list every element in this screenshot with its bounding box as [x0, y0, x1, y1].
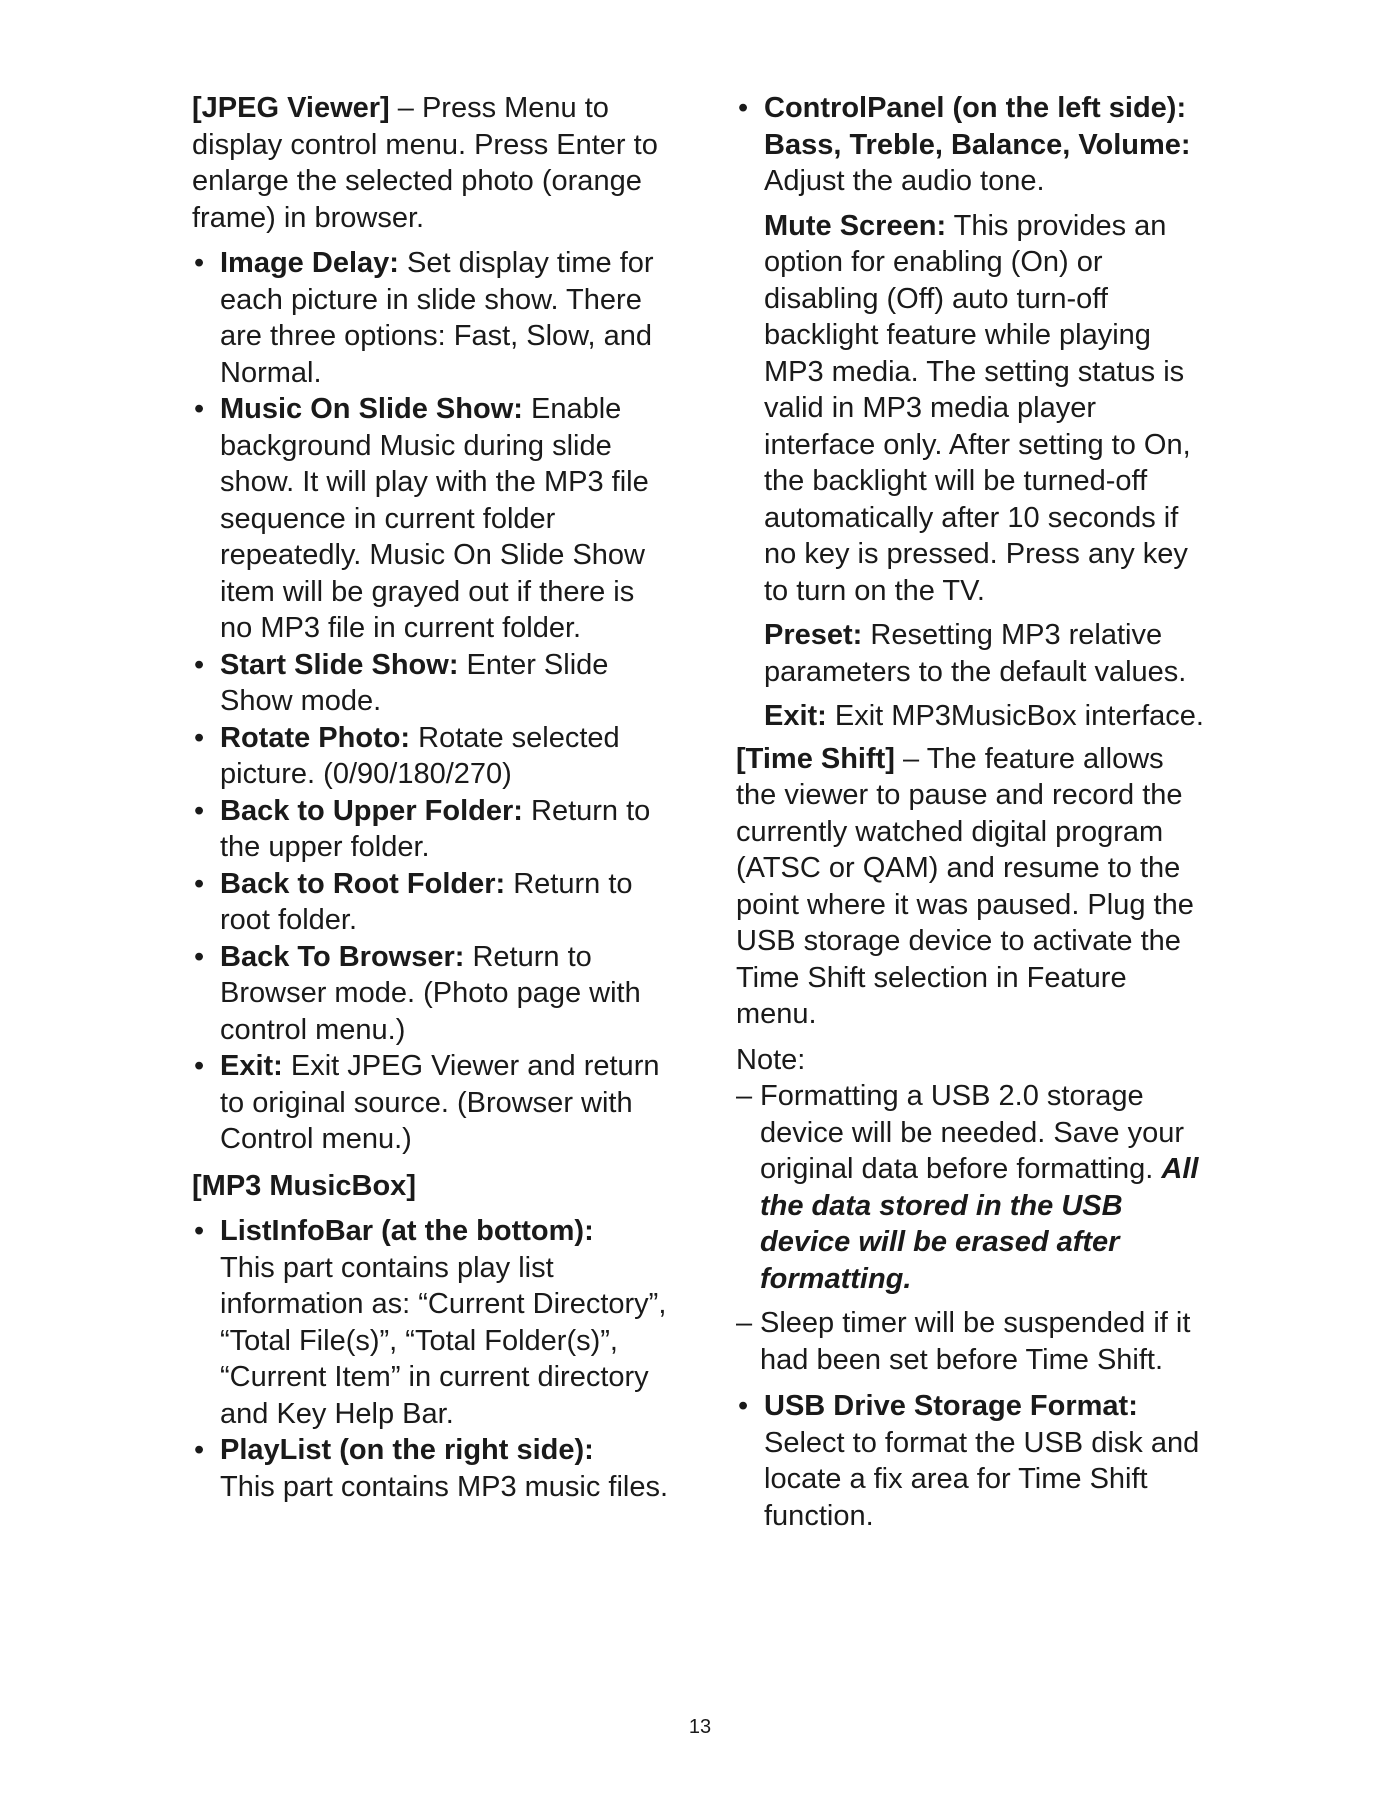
- item-label: Exit:: [764, 700, 827, 732]
- item-label: ListInfoBar (at the bottom):: [220, 1215, 594, 1247]
- item-label: PlayList (on the right side):: [220, 1434, 594, 1466]
- item-text: Return to the upper folder.: [220, 794, 651, 863]
- item-label: Back to Upper Folder:: [220, 794, 523, 827]
- list-item: [192, 245, 670, 391]
- item-label: Back To Browser:: [220, 940, 465, 973]
- item-text: Exit JPEG Viewer and return to original source. (Browser with Control menu.): [220, 1050, 660, 1155]
- time-shift-title: [Time Shift]: [736, 742, 895, 775]
- item-text: This part contains MP3 music files.: [220, 1470, 669, 1503]
- item-text: Select to format the USB disk and locate a fix area for Time Shift function.: [764, 1426, 1200, 1532]
- item-text: This part contains play list information as: “Current Directory”, “Total File(s)”, “Total Folder(s)”, “Current Item” in current directory and Key Help Bar.: [220, 1251, 667, 1430]
- item-text: Set display time for each picture in slide show. There are three options: Fast, Slow, and Normal.: [220, 247, 654, 389]
- item-text: Resetting MP3 relative parameters to the default values.: [764, 619, 1187, 688]
- item-text: Enter Slide Show mode.: [220, 648, 609, 717]
- list-item: [192, 1432, 670, 1505]
- item-text: Adjust the audio tone.: [764, 165, 1045, 197]
- note-label: Note:: [736, 1043, 806, 1076]
- item-text: This provides an option for enabling (On) or disabling (Off) auto turn-off backlight feature while playing MP3 media. The setting status is valid in MP3 media player interface only. After setting to On, the backlight will be turned-off automatically after 10 seconds if no key is pressed. Press any key to turn on the TV.: [764, 209, 1191, 607]
- note-text: Formatting a USB 2.0 storage device will be needed. Save your original data before formatting.: [760, 1080, 1184, 1185]
- jpeg-options-list: [192, 245, 670, 1158]
- note-warning: All the data stored in the USB device will be erased after formatting.: [760, 1153, 1199, 1295]
- list-item: [192, 1213, 670, 1432]
- mp3-musicbox-title: [MP3 MusicBox]: [192, 1169, 416, 1202]
- jpeg-viewer-text: – Press Menu to display control menu. Press Enter to enlarge the selected photo (orange frame) in browser.: [192, 92, 658, 234]
- item-text: Enable background Music during slide show. It will play with the MP3 file sequence in current folder repeatedly. Music On Slide Show item will be grayed out if there is no MP3 file in current folder.: [220, 393, 649, 644]
- note-text: Sleep timer will be suspended if it had been set before Time Shift.: [760, 1307, 1191, 1376]
- item-text: Exit MP3MusicBox interface.: [826, 700, 1204, 732]
- list-item: [192, 939, 670, 1049]
- list-item: [736, 1388, 1210, 1534]
- item-label: Mute Screen:: [764, 209, 947, 242]
- item-text: Return to Browser mode. (Photo page with control menu.): [220, 940, 641, 1046]
- control-panel-list: [736, 90, 1210, 735]
- jpeg-viewer-section: [192, 90, 670, 236]
- list-item: [192, 391, 670, 647]
- bass-treble-entry: [764, 127, 1210, 200]
- item-label: Rotate Photo:: [220, 721, 411, 754]
- time-shift-text: – The feature allows the viewer to pause and record the currently watched digital program (ATSC or QAM) and resume to the point where it was paused. Plug the USB storage device to activate the Time Shift selection in Feature menu.: [736, 742, 1194, 1030]
- list-item: [192, 866, 670, 939]
- mute-screen-entry: [764, 208, 1210, 610]
- item-label: Bass, Treble, Balance, Volume:: [764, 128, 1191, 161]
- left-column: [192, 90, 670, 1505]
- list-item: [736, 90, 1210, 735]
- item-label: Start Slide Show:: [220, 648, 459, 681]
- item-label: Back to Root Folder:: [220, 867, 506, 900]
- usb-format-list: [736, 1388, 1210, 1534]
- list-item: [736, 1305, 1210, 1378]
- jpeg-viewer-title: [JPEG Viewer]: [192, 92, 390, 124]
- item-label: Music On Slide Show:: [220, 393, 523, 425]
- mp3-options-list: [192, 1213, 670, 1505]
- list-item: [192, 720, 670, 793]
- item-label: Preset:: [764, 619, 863, 651]
- right-column: [736, 90, 1210, 1534]
- control-panel-label: ControlPanel (on the left side):: [764, 92, 1187, 124]
- list-item: [192, 793, 670, 866]
- preset-entry: [764, 617, 1210, 690]
- item-label: Image Delay:: [220, 247, 399, 279]
- list-item: [192, 647, 670, 720]
- list-item: [736, 1078, 1210, 1297]
- item-label: USB Drive Storage Format:: [764, 1390, 1138, 1422]
- page-number: 13: [688, 1716, 712, 1738]
- list-item: [192, 1048, 670, 1158]
- exit-entry: [764, 698, 1210, 735]
- item-text: Return to root folder.: [220, 867, 633, 936]
- notes-list: [736, 1078, 1210, 1378]
- item-label: Exit:: [220, 1050, 283, 1082]
- time-shift-section: [736, 741, 1210, 1033]
- item-text: Rotate selected picture. (0/90/180/270): [220, 721, 620, 790]
